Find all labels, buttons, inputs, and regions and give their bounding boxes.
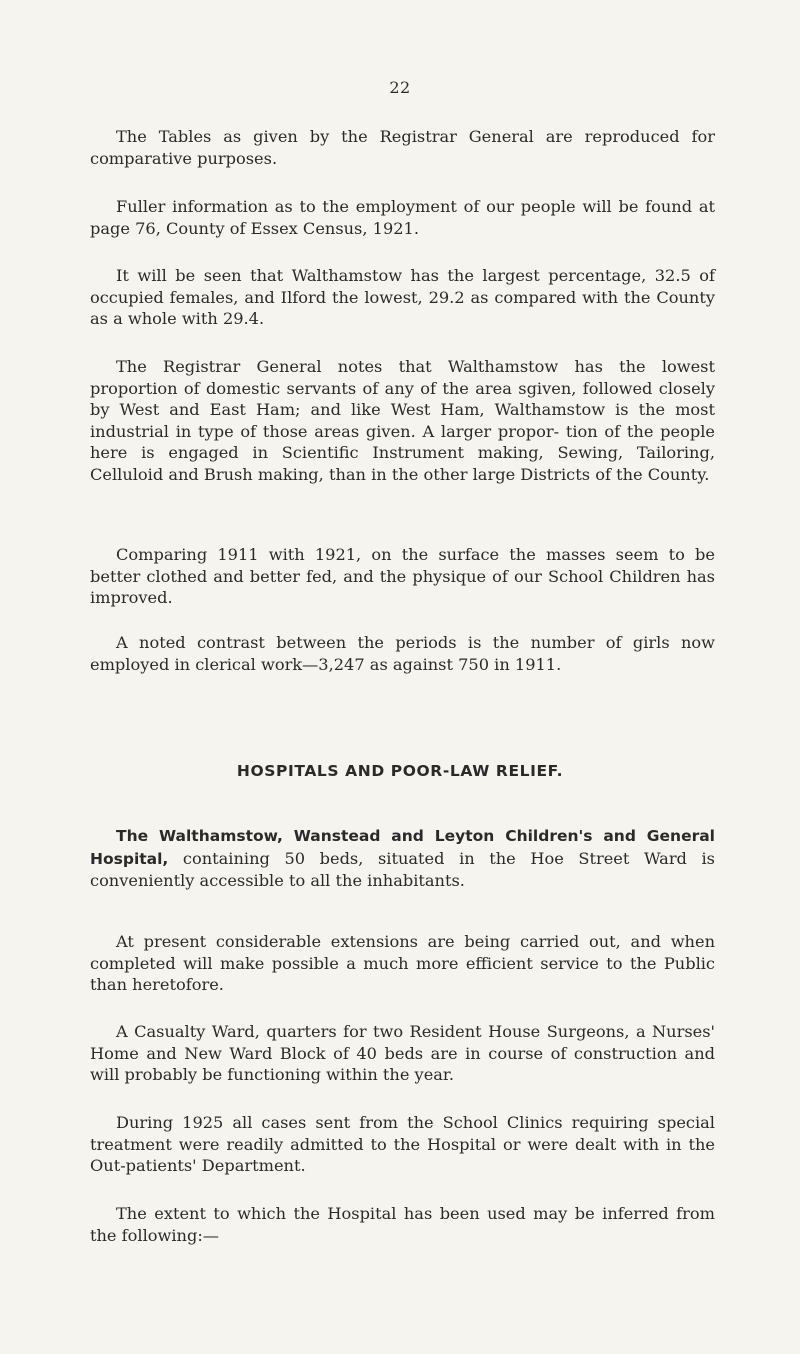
- paragraph-casualty-ward: A Casualty Ward, quarters for two Resident House Surgeons, a Nurses' Home and New Ward Block of 40 beds are in course of construction and will probably be functioning within the year.: [90, 1022, 715, 1084]
- paragraph-comparing-1911-1921: Comparing 1911 with 1921, on the surface the masses seem to be better clothed and better fed, and the physique of our School Children has improved.: [90, 545, 715, 607]
- paragraph-hospital-intro: [90, 825, 715, 892]
- paragraph-registrar-tables: The Tables as given by the Registrar General are reproduced for comparative purposes.: [90, 127, 715, 168]
- page-number: 22: [389, 78, 411, 97]
- paragraph-extensions: At present considerable extensions are being carried out, and when completed will make possible a much more efficient service to the Public than heretofore.: [90, 932, 715, 994]
- paragraph-hospital-usage: The extent to which the Hospital has been used may be inferred from the following:—: [90, 1204, 715, 1245]
- paragraph-clerical-work: A noted contrast between the periods is the number of girls now employed in clerical work—3,247 as against 750 in 1911.: [90, 633, 715, 674]
- paragraph-occupied-females: It will be seen that Walthamstow has the largest percentage, 32.5 of occupied females, and Ilford the lowest, 29.2 as compared with the County as a whole with 29.4.: [90, 266, 715, 328]
- paragraph-domestic-servants: The Registrar General notes that Walthamstow has the lowest proportion of domestic servants of any of the area sgiven, followed closely by West and East Ham; and like West Ham, Walthamstow is the most industrial in type of those areas given. A larger propor- tion of the people here is engaged in Scientific Instrument making, Sewing, Tailoring, Celluloid and Brush making, than in the other large Districts of the County.: [90, 357, 715, 484]
- hospital-intro-text: containing 50 beds, situated in the Hoe Street Ward is conveniently accessible to all the inhabitants.: [90, 848, 715, 890]
- hospital-name-lead: The Walthamstow, Wanstead and Leyton Children's and General Hospital,: [90, 827, 715, 868]
- paragraph-school-clinics: During 1925 all cases sent from the School Clinics requiring special treatment were readily admitted to the Hospital or were dealt with in the Out-patients' Department.: [90, 1113, 715, 1175]
- paragraph-employment-info: Fuller information as to the employment of our people will be found at page 76, County of Essex Census, 1921.: [90, 197, 715, 238]
- section-heading: HOSPITALS AND POOR-LAW RELIEF.: [236, 762, 564, 780]
